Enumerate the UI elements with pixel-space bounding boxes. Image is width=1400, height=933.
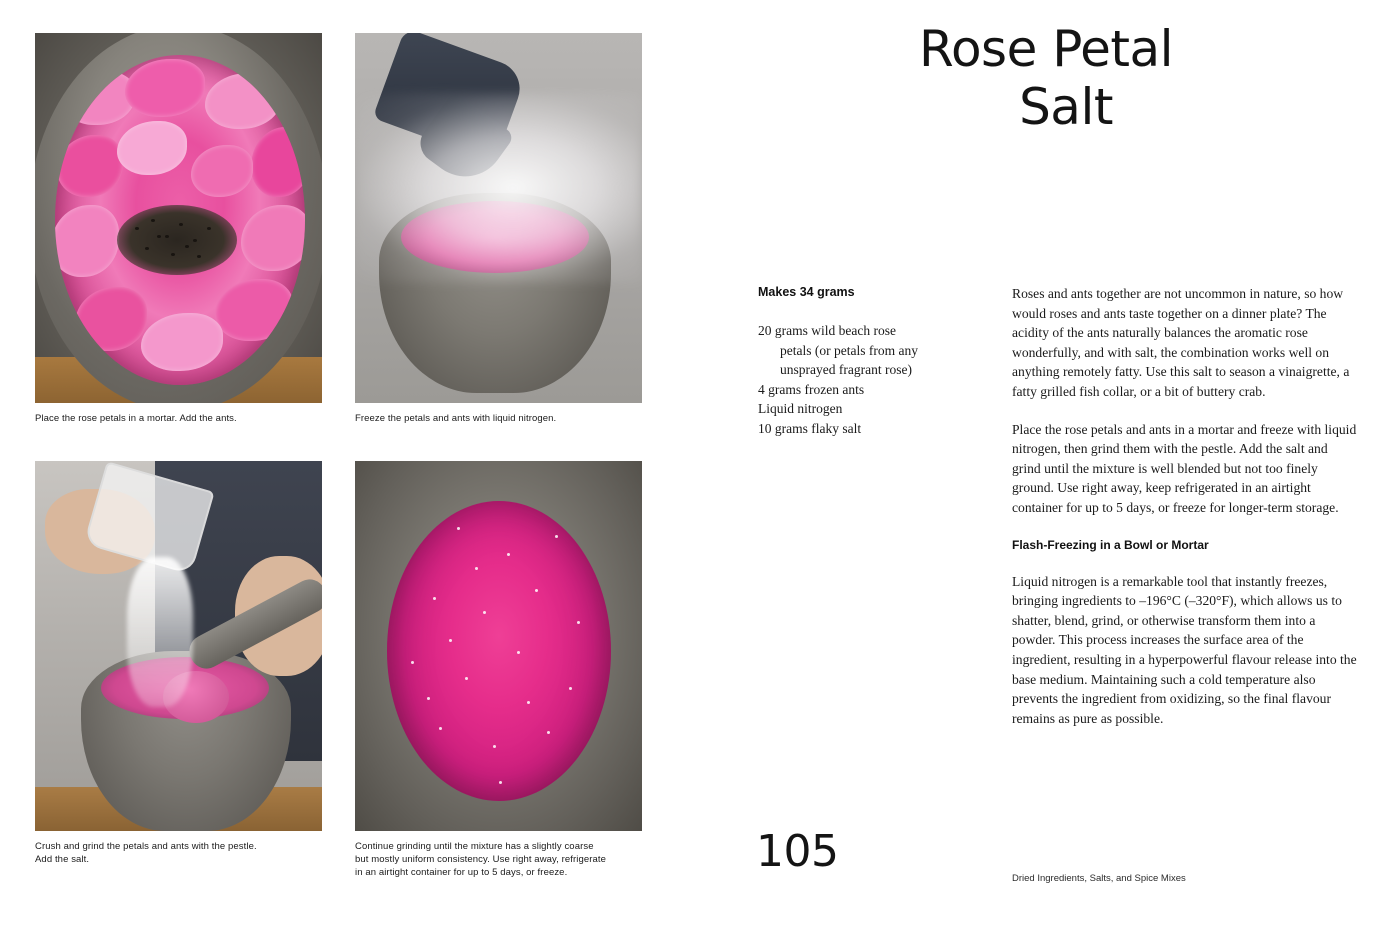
photo-block-liquid-nitrogen-pour <box>355 33 642 425</box>
ingredient-main: Liquid nitrogen <box>758 401 843 417</box>
ingredients-list <box>758 321 978 439</box>
rose-salt-mixture <box>387 501 611 801</box>
ingredient-main: 10 grams flaky salt <box>758 420 862 436</box>
ingredient-cont: unsprayed fragrant rose) <box>780 362 912 378</box>
photo-caption <box>35 840 322 866</box>
page-number: 105 <box>756 826 839 877</box>
list-item <box>758 419 978 439</box>
photo-block-ground-rose-salt <box>355 461 642 879</box>
mortar-bowl-icon <box>55 55 305 385</box>
page-title-line2: Salt <box>1019 78 1113 136</box>
ingredients-column <box>758 284 978 439</box>
recipe-body-column <box>1012 284 1357 746</box>
ingredient-main: 20 grams wild beach rose <box>758 323 896 338</box>
ant-pile <box>117 205 237 275</box>
recipe-method-paragraph: Place the rose petals and ants in a mortar and freeze with liquid nitrogen, then grind them with the pestle. Add the salt and grind until the mixture is well blended but not too finely ground. Use right away, keep refrigerated in an airtight container for up to 5 days, or freeze for longer-term storage. <box>1012 421 1357 515</box>
photo-ground-rose-salt <box>355 461 642 831</box>
recipe-intro-paragraph: Roses and ants together are not uncommon in nature, so how would roses and ants taste together on a dinner plate? The acidity of the ants naturally balances the aromatic rose wonderfully, and with salt, the combination works well on anything remotely fatty. Use this salt to season a vinaigrette, a fatty grilled fish collar, or a bit of buttery crab. <box>1012 286 1350 399</box>
recipe-text-column <box>700 0 1400 933</box>
photo-caption-line1: Crush and grind the petals and ants with the pestle. <box>35 841 257 852</box>
photo-caption-line2: but mostly uniform consistency. Use right away, refrigerate <box>355 854 607 865</box>
sidebar-body-paragraph: Liquid nitrogen is a remarkable tool that instantly freezes, bringing ingredients to –196°C (–320°F), which allows us to shatter, blend, grind, or otherwise transform them into a powder. This process increases the surface area of the ingredient, resulting in a hyperpowerful flavour release into the base medium. Maintaining such a cold temperature also prevents the ingredient from oxidizing, so the final flavour remains as pure as possible. <box>1012 573 1357 726</box>
sidebar-heading: Flash-Freezing in a Bowl or Mortar <box>1012 537 1209 552</box>
ingredient-cont: petals (or petals from any <box>780 342 918 358</box>
photo-block-rose-petals-mortar <box>35 33 322 425</box>
photo-caption-line2: Add the salt. <box>35 854 90 865</box>
photo-adding-salt <box>35 461 322 831</box>
photo-caption: Freeze the petals and ants with liquid nitrogen. <box>355 413 557 424</box>
salt-stream <box>127 557 193 707</box>
list-item <box>758 399 978 419</box>
ingredient-main: 4 grams frozen ants <box>758 381 865 397</box>
photo-rose-petals-mortar <box>35 33 322 403</box>
vapour-cloud <box>355 93 642 283</box>
recipe-yield: Makes 34 grams <box>758 285 855 299</box>
photo-caption <box>355 840 642 879</box>
list-item <box>758 380 978 400</box>
page-title-line1: Rose Petal <box>918 20 1174 78</box>
page-title <box>756 20 1336 136</box>
photo-block-adding-salt <box>35 461 322 866</box>
list-item <box>758 321 978 380</box>
photo-caption-line3: in an airtight container for up to 5 days, or freeze. <box>355 867 568 878</box>
photo-caption-line1: Continue grinding until the mixture has a slightly coarse <box>355 841 594 852</box>
photo-caption: Place the rose petals in a mortar. Add the ants. <box>35 413 237 424</box>
photo-liquid-nitrogen-pour <box>355 33 642 403</box>
footer-chapter-note: Dried Ingredients, Salts, and Spice Mixes <box>1012 873 1186 884</box>
